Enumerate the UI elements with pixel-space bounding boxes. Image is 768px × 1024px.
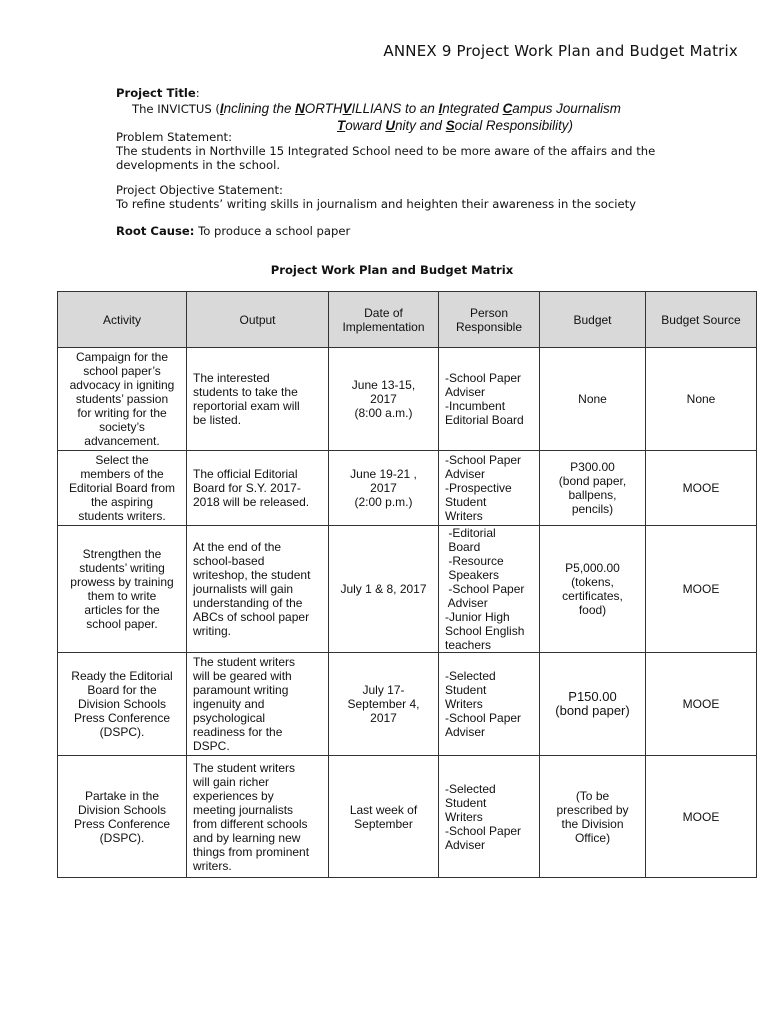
output-cell-line: students to take the (193, 385, 298, 399)
date-cell-line: June 13-15, (351, 378, 416, 392)
date-cell-line: (8:00 a.m.) (354, 406, 413, 420)
activity-cell-line: them to write (87, 589, 157, 603)
date-cell (329, 451, 439, 526)
header-budget: Budget (540, 292, 646, 348)
budget-cell-line: Office) (574, 830, 611, 845)
date-cell-line: September (354, 816, 413, 831)
table-row (58, 653, 757, 756)
budget-source-cell (646, 348, 757, 451)
output-cell-line: will be geared with (193, 669, 292, 683)
budget-source-cell-line: MOOE (682, 481, 720, 495)
person-cell-line: Adviser (445, 385, 486, 399)
budget-cell (540, 653, 646, 756)
person-cell (439, 653, 540, 756)
activity-cell-line: school paper’s (83, 364, 161, 378)
person-cell-line: Speakers (445, 568, 500, 582)
date-cell-line: July 1 & 8, 2017 (340, 582, 427, 596)
output-cell-line: experiences by (193, 788, 274, 803)
matrix-title: Project Work Plan and Budget Matrix (270, 263, 514, 277)
activity-cell-line: society’s (99, 420, 145, 434)
budget-source-cell-line: MOOE (682, 582, 720, 596)
budget-cell-line: the Division (561, 816, 624, 831)
problem-statement-label: Problem Statement: (116, 130, 232, 144)
output-cell (187, 756, 329, 878)
date-cell (329, 526, 439, 653)
output-cell-line: understanding of the (193, 596, 303, 610)
person-cell-line: Adviser (445, 725, 486, 739)
budget-cell-line: ballpens, (568, 488, 617, 502)
date-cell-line: (2:00 p.m.) (354, 495, 413, 509)
output-cell-line: paramount writing (193, 683, 289, 697)
person-cell-line: -Junior High (445, 610, 510, 624)
activity-cell (58, 756, 187, 878)
root-cause-label: Root Cause: (116, 224, 195, 238)
output-cell-line: writing. (193, 624, 232, 638)
person-cell (439, 451, 540, 526)
budget-cell-line: food) (578, 603, 607, 617)
activity-cell-line: Select the (95, 453, 149, 467)
output-cell-line: writers. (193, 858, 232, 873)
budget-cell-line: None (578, 392, 607, 406)
budget-cell (540, 756, 646, 878)
output-cell (187, 526, 329, 653)
project-title-heading (116, 86, 676, 100)
activity-cell-line: (DSPC). (99, 725, 145, 739)
table-row (58, 348, 757, 451)
activity-cell-line: Division Schools (77, 802, 167, 817)
table-header-row (58, 292, 757, 348)
date-cell-line: July 17- (362, 683, 405, 697)
activity-cell-line: Partake in the (84, 788, 160, 803)
budget-cell (540, 526, 646, 653)
output-cell-line: reportorial exam will (193, 399, 300, 413)
project-title-italic-1: Inclining the NORTHVILLIANS to an Integrated Campus Journalism (219, 101, 621, 116)
person-cell-line: teachers (445, 638, 492, 652)
activity-cell-line: Press Conference (73, 816, 171, 831)
table-row (58, 451, 757, 526)
person-cell-line: Writers (445, 509, 483, 523)
budget-cell-line: (tokens, (571, 575, 614, 589)
project-title-italic-2: Toward Unity and Social Responsibility) (337, 118, 573, 133)
output-cell-line: Board for S.Y. 2017- (193, 481, 301, 495)
person-cell-line: -Editorial (445, 526, 496, 540)
budget-cell-line: P5,000.00 (565, 561, 620, 575)
activity-cell (58, 348, 187, 451)
person-cell-line: -School Paper (445, 582, 525, 596)
table-row (58, 526, 757, 653)
person-cell-line: Writers (445, 809, 483, 824)
budget-cell-line: P150.00 (568, 689, 617, 704)
output-cell (187, 348, 329, 451)
budget-source-cell (646, 526, 757, 653)
header-date: Date of Implementation (329, 292, 439, 348)
date-cell-line: 2017 (370, 392, 397, 406)
activity-cell-line: students’ passion (75, 392, 169, 406)
person-cell-line: School English (445, 624, 525, 638)
output-cell-line: from different schools (193, 816, 308, 831)
person-cell-line: Writers (445, 697, 483, 711)
person-cell-line: Editorial Board (445, 413, 524, 427)
date-cell-line: Last week of (349, 802, 418, 817)
root-cause (116, 224, 676, 238)
output-cell-line: journalists will gain (193, 582, 294, 596)
output-cell (187, 451, 329, 526)
output-cell-line: DSPC. (193, 739, 230, 753)
budget-cell-line: (To be (575, 788, 610, 803)
person-cell-line: Student (445, 795, 487, 810)
budget-cell-line: (bond paper, (558, 474, 627, 488)
person-cell-line: Adviser (445, 596, 488, 610)
activity-cell-line: for writing for the (77, 406, 167, 420)
output-cell-line: be listed. (193, 413, 242, 427)
date-cell-line: 2017 (370, 711, 397, 725)
person-cell (439, 526, 540, 653)
activity-cell-line: articles for the (84, 603, 160, 617)
output-cell-line: will gain richer (193, 774, 270, 789)
activity-cell-line: Campaign for the (75, 350, 169, 364)
annex-title: ANNEX 9 Project Work Plan and Budget Matrix (383, 42, 738, 60)
activity-cell-line: Press Conference (73, 711, 171, 725)
activity-cell-line: advancement. (84, 434, 160, 448)
person-cell-line: -Selected (445, 669, 496, 683)
activity-cell-line: the aspiring (90, 495, 154, 509)
person-cell-line: -Resource (445, 554, 504, 568)
header-output: Output (187, 292, 329, 348)
activity-cell-line: members of the (80, 467, 164, 481)
output-cell-line: readiness for the (193, 725, 283, 739)
output-cell-line: psychological (193, 711, 266, 725)
output-cell-line: The interested (193, 371, 270, 385)
budget-cell-line: prescribed by (556, 802, 629, 817)
budget-cell-line: certificates, (562, 589, 623, 603)
project-title-label: Project Title (116, 86, 196, 100)
person-cell-line: Student (445, 495, 487, 509)
activity-cell-line: Strengthen the (82, 547, 162, 561)
activity-cell-line: Division Schools (77, 697, 167, 711)
person-cell-line: -School Paper (445, 823, 522, 838)
budget-cell (540, 451, 646, 526)
objective-statement-label: Project Objective Statement: (116, 183, 283, 197)
person-cell-line: -School Paper (445, 371, 522, 385)
activity-cell-line: school paper. (86, 617, 158, 631)
activity-cell-line: (DSPC). (99, 830, 145, 845)
budget-source-cell-line: MOOE (682, 697, 720, 711)
person-cell-line: Adviser (445, 837, 486, 852)
activity-cell-line: students writers. (78, 509, 166, 523)
header-activity: Activity (58, 292, 187, 348)
activity-cell-line: prowess by training (70, 575, 174, 589)
project-title-line-1 (132, 101, 621, 116)
budget-source-cell (646, 756, 757, 878)
budget-source-cell-line: MOOE (682, 809, 720, 824)
problem-statement-text: The students in Northville 15 Integrated School need to be more aware of the affairs and the developments in the school. (116, 144, 656, 172)
output-cell-line: writeshop, the student (193, 568, 311, 582)
output-cell (187, 653, 329, 756)
person-cell (439, 348, 540, 451)
person-cell-line: -Incumbent (445, 399, 506, 413)
output-cell-line: ingenuity and (193, 697, 265, 711)
person-cell-line: -School Paper (445, 453, 522, 467)
output-cell-line: school-based (193, 554, 265, 568)
activity-cell (58, 451, 187, 526)
work-plan-budget-table (57, 291, 757, 878)
date-cell (329, 348, 439, 451)
output-cell-line: ABCs of school paper (193, 610, 310, 624)
output-cell-line: 2018 will be released. (193, 495, 310, 509)
project-title-colon: : (195, 86, 200, 100)
output-cell-line: The official Editorial (193, 467, 298, 481)
person-cell-line: Adviser (445, 467, 486, 481)
activity-cell-line: Board for the (87, 683, 157, 697)
budget-cell-line: pencils) (571, 502, 614, 516)
date-cell (329, 653, 439, 756)
date-cell-line: 2017 (370, 481, 397, 495)
person-cell-line: -Prospective (445, 481, 512, 495)
budget-source-cell (646, 653, 757, 756)
project-title-prefix: The INVICTUS ( (132, 102, 220, 116)
date-cell-line: June 19-21 , (350, 467, 417, 481)
activity-cell (58, 653, 187, 756)
person-cell (439, 756, 540, 878)
header-budget-source: Budget Source (646, 292, 757, 348)
output-cell-line: things from prominent (193, 844, 310, 859)
activity-cell-line: students’ writing (79, 561, 165, 575)
date-cell-line: September 4, (347, 697, 420, 711)
date-cell (329, 756, 439, 878)
header-person: Person Responsible (439, 292, 540, 348)
person-cell-line: Board (445, 540, 481, 554)
budget-source-cell-line: None (686, 392, 716, 406)
table-body (58, 348, 757, 878)
output-cell-line: At the end of the (193, 540, 282, 554)
person-cell-line: -Selected (445, 781, 496, 796)
root-cause-text: To produce a school paper (194, 224, 351, 238)
objective-statement-text: To refine students’ writing skills in journalism and heighten their awareness in the society (116, 197, 637, 211)
budget-cell (540, 348, 646, 451)
activity-cell-line: advocacy in igniting (69, 378, 175, 392)
budget-cell-line: P300.00 (570, 460, 615, 474)
activity-cell (58, 526, 187, 653)
budget-cell-line: (bond paper) (555, 703, 630, 718)
person-cell-line: -School Paper (445, 711, 522, 725)
output-cell-line: and by learning new (193, 830, 301, 845)
activity-cell-line: Ready the Editorial (71, 669, 173, 683)
person-cell-line: Student (445, 683, 487, 697)
output-cell-line: meeting journalists (193, 802, 294, 817)
output-cell-line: The student writers (193, 760, 296, 775)
activity-cell-line: Editorial Board from (68, 481, 176, 495)
output-cell-line: The student writers (193, 655, 296, 669)
budget-source-cell (646, 451, 757, 526)
table-row (58, 756, 757, 878)
